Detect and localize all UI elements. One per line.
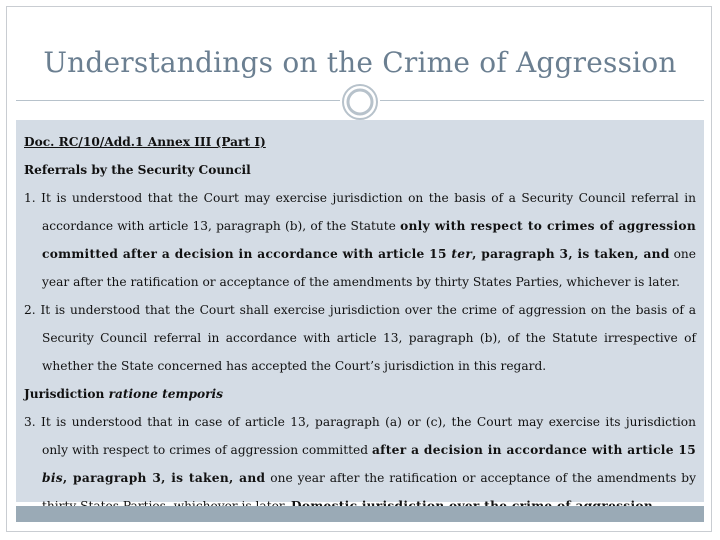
paragraph-3-italic: bis (42, 471, 63, 485)
document-reference: Doc. RC/10/Add.1 Annex III (Part I) (24, 135, 266, 149)
paragraph-3-text: 3. It is understood that in case of article 13, paragraph (a) or (c), the Court may exercise its jurisdiction only with respect to crimes of aggression committed (24, 415, 696, 457)
title-divider-left (16, 100, 340, 101)
ring-ornament-icon (340, 82, 380, 122)
section-heading-temporis-text: Jurisdiction (24, 387, 109, 401)
footer-bar (16, 506, 704, 522)
content-panel (16, 120, 704, 502)
paragraph-1-text: 1. It is understood that the Court may exercise jurisdiction on the basis of a Security Council referral in accordance with article 13, paragraph (b), of the Statute (24, 191, 696, 233)
paragraph-3-bold-end: , paragraph 3, is taken, and (62, 471, 266, 485)
paragraph-2: 2. It is understood that the Court shall exercise jurisdiction over the crime of aggression on the basis of a Security Council referral in accordance with article 13, paragraph (b), of the Statute irrespective of whether the State concerned has accepted the Court’s jurisdiction in this regard. (24, 303, 696, 373)
paragraph-1 (24, 184, 696, 296)
paragraph-1-italic: ter (451, 247, 473, 261)
section-heading-temporis-italic: ratione temporis (108, 387, 224, 401)
paragraph-3 (24, 408, 696, 520)
paragraph-3-bold-text: after a decision in accordance with article 15 (371, 443, 696, 457)
section-heading-temporis (24, 380, 696, 408)
paragraph-3-tail: one year after the ratification or acceptance of the amendments by (270, 471, 696, 485)
paragraph-1-bold-text: only with respect to crimes of aggression committed after a decision in accordance with article 15 (42, 219, 696, 261)
slide-title: Understandings on the Crime of Aggression (43, 46, 677, 79)
section-heading-referrals: Referrals by the Security Council (24, 163, 251, 177)
paragraph-1-bold-end: , paragraph 3, is taken, and (472, 247, 670, 261)
paragraph-1-tail: one year after the ratification or acceptance of the amendments by thirty States Parties, whichever is later. (42, 247, 696, 289)
title-divider-right (380, 100, 704, 101)
